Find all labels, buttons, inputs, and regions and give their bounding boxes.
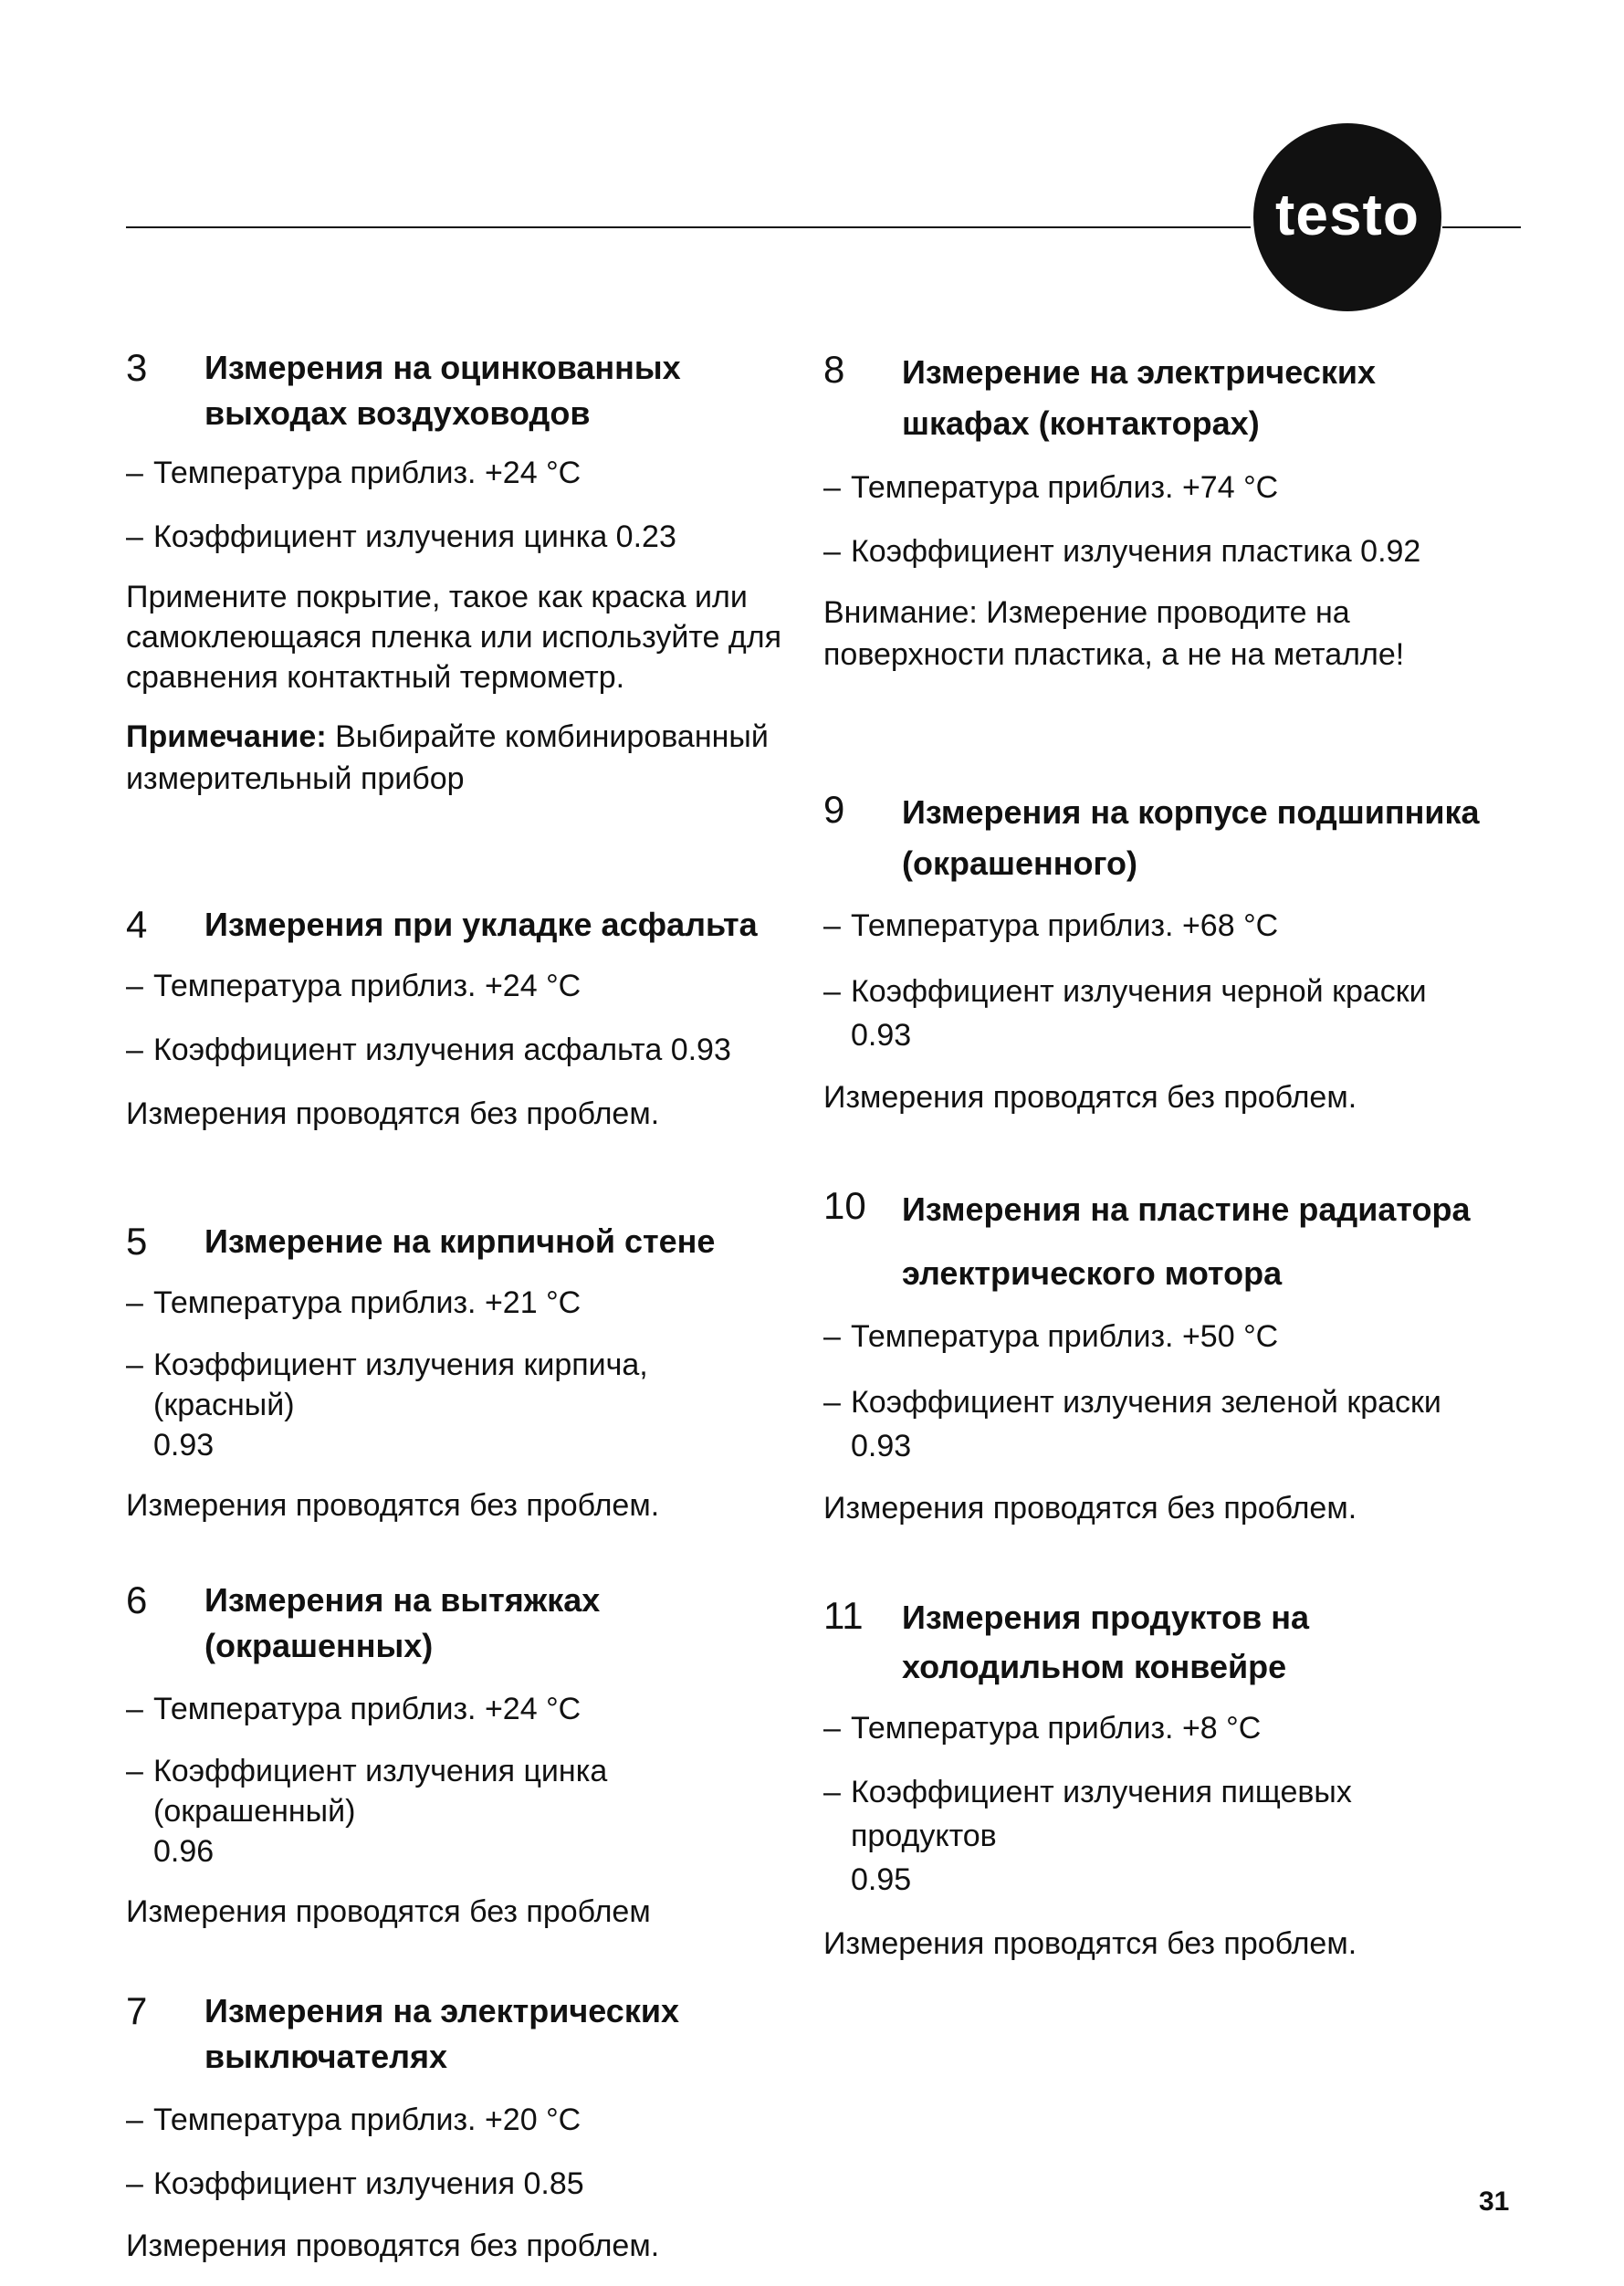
- section-3: [126, 345, 783, 800]
- page-number: 31: [1479, 2186, 1510, 2217]
- section-number: 3: [126, 346, 148, 389]
- section-title: 5 Измерение на кирпичной стене: [126, 1219, 783, 1264]
- body-text: Измерения проводятся без проблем.: [823, 1491, 1357, 1526]
- section-11: [823, 1593, 1481, 1966]
- logo-text: testo: [1275, 182, 1420, 247]
- body-text: Измерения проводятся без проблем.: [823, 1926, 1357, 1961]
- body-text: Измерения проводятся без проблем.: [823, 1080, 1357, 1115]
- section-9: [823, 787, 1481, 1119]
- body-text: Измерения проводятся без проблем.: [126, 1096, 660, 1131]
- section-4: [126, 902, 783, 1136]
- list-item: – Температура приблиз. +68 °C: [823, 908, 1279, 943]
- list-item: – Температура приблиз. +50 °C: [823, 1319, 1279, 1354]
- body-text: Примените покрытие, такое как краска или самоклеющаяся пленка или используйте для сравнения контактный термометр.: [126, 580, 781, 695]
- list-item: – Температура приблиз. +21 °C: [126, 1285, 581, 1320]
- list-item: – Температура приблиз. +8 °C: [823, 1711, 1262, 1746]
- section-number: 5: [126, 1220, 148, 1263]
- list-item: – Коэффициент излучения кирпича, (красный) 0.93: [126, 1347, 648, 1463]
- list-item: – Температура приблиз. +24 °C: [126, 456, 581, 490]
- section-number: 4: [126, 903, 148, 946]
- list-item: – Коэффициент излучения асфальта 0.93: [126, 1033, 731, 1067]
- section-title: 3 Измерения на оцинкованных выходах воздуховодов: [126, 345, 783, 436]
- list-item: – Коэффициент излучения цинка (окрашенный) 0.96: [126, 1754, 608, 1869]
- section-5: [126, 1219, 783, 1527]
- body-text: Измерения проводятся без проблем: [126, 1894, 651, 1929]
- list-item: – Температура приблиз. +74 °C: [823, 470, 1279, 505]
- section-8: [823, 347, 1481, 676]
- section-title: 6 Измерения на вытяжках (окрашенных): [126, 1578, 783, 1669]
- section-number: 9: [823, 788, 845, 831]
- section-7: [126, 1988, 783, 2268]
- section-title: 11 Измерения продуктов на холодильном конвейре: [823, 1593, 1481, 1692]
- list-item: – Температура приблиз. +24 °C: [126, 969, 581, 1003]
- section-number: 11: [823, 1594, 864, 1637]
- list-item: – Коэффициент излучения зеленой краски 0.93: [823, 1385, 1441, 1463]
- section-title: 10 Измерения на пластине радиатора электрического мотора: [823, 1178, 1481, 1306]
- section-number: 6: [126, 1578, 148, 1621]
- warning-text: Внимание: Измерение проводите на поверхности пластика, а не на металле!: [823, 595, 1405, 672]
- note-label: Примечание:: [126, 719, 327, 754]
- section-number: 8: [823, 348, 845, 391]
- section-title: 4 Измерения при укладке асфальта: [126, 902, 783, 948]
- list-item: – Коэффициент излучения пластика 0.92: [823, 534, 1421, 569]
- list-item: – Коэффициент излучения 0.85: [126, 2166, 584, 2201]
- list-item: – Коэффициент излучения черной краски 0.93: [823, 974, 1427, 1053]
- section-number: 10: [823, 1184, 866, 1227]
- body-text: Измерения проводятся без проблем.: [126, 1488, 660, 1523]
- section-title: 7 Измерения на электрических выключателях: [126, 1988, 783, 2080]
- list-item: – Температура приблиз. +24 °C: [126, 1692, 581, 1726]
- section-title: 8 Измерение на электрических шкафах (контакторах): [823, 347, 1481, 449]
- list-item: – Температура приблиз. +20 °C: [126, 2102, 581, 2137]
- section-6: [126, 1578, 783, 1934]
- list-item: – Коэффициент излучения цинка 0.23: [126, 519, 676, 554]
- header-rule-right: [1442, 226, 1521, 228]
- header-rule-left: [126, 226, 1251, 228]
- testo-logo: [1253, 123, 1441, 311]
- section-number: 7: [126, 1989, 148, 2032]
- section-title: 9 Измерения на корпусе подшипника (окрашенного): [823, 787, 1481, 889]
- section-10: [823, 1178, 1481, 1530]
- list-item: – Коэффициент излучения пищевых продуктов 0.95: [823, 1775, 1352, 1897]
- note-text: Примечание: Выбирайте комбинированный измерительный прибор: [126, 719, 769, 796]
- body-text: Измерения проводятся без проблем.: [126, 2228, 660, 2263]
